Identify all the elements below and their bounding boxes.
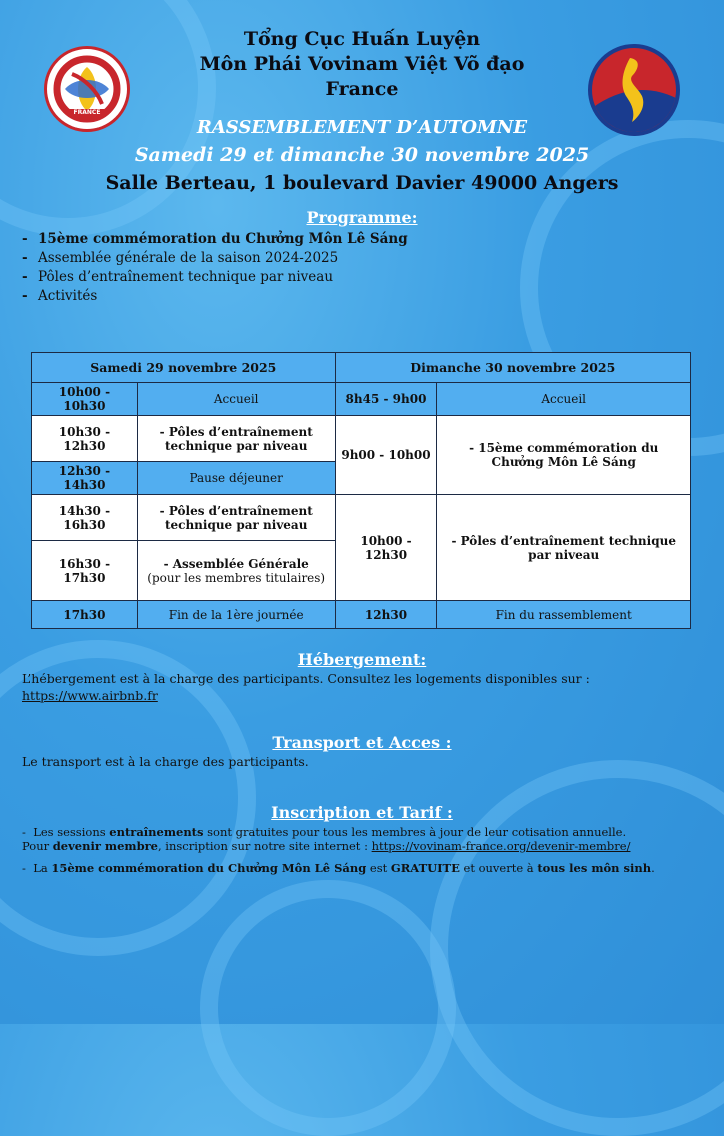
table-row	[32, 495, 691, 541]
programme-title: Programme:	[306, 208, 418, 227]
table-row	[32, 353, 691, 383]
devenir-membre-link[interactable]: https://vovinam-france.org/devenir-membre/	[371, 839, 631, 853]
sun-activity: Accueil	[437, 383, 691, 416]
sat-time: 16h30 - 17h30	[32, 541, 138, 601]
sat-time: 10h00 - 10h30	[32, 383, 138, 416]
sat-activity-note: (pour les membres titulaires)	[147, 570, 326, 585]
saturday-header: Samedi 29 novembre 2025	[32, 353, 336, 383]
programme-item: - 15ème commémoration du Chưởng Môn Lê Sáng	[22, 230, 622, 249]
event-title: RASSEMBLEMENT D’AUTOMNE	[196, 117, 528, 138]
hebergement-text: L’hébergement est à la charge des participants. Consultez les logements disponibles sur :	[22, 671, 590, 686]
sat-activity: Fin de la 1ère journée	[137, 601, 335, 629]
table-row	[32, 383, 691, 416]
inscription-line-3: - La 15ème commémoration du Chưởng Môn Lê Sáng est GRATUITE et ouverte à tous les môn sinh.	[22, 861, 655, 875]
transport-title: Transport et Acces :	[272, 733, 452, 752]
inscription-title: Inscription et Tarif :	[271, 803, 453, 822]
programme-list	[22, 230, 622, 306]
hebergement-title: Hébergement:	[297, 650, 427, 669]
table-row	[32, 416, 691, 462]
sat-activity: - Assemblée Générale (pour les membres titulaires)	[137, 541, 335, 601]
sat-activity: Pause déjeuner	[137, 462, 335, 495]
sat-activity: - Pôles d’entraînement technique par niveau	[137, 416, 335, 462]
org-title-line3: France	[325, 78, 399, 100]
event-venue: Salle Berteau, 1 boulevard Davier 49000 Angers	[105, 172, 619, 194]
schedule-table	[31, 352, 691, 629]
sun-activity: - 15ème commémoration du Chưởng Môn Lê Sáng	[437, 416, 691, 495]
programme-item: - Activités	[22, 287, 622, 306]
transport-text: Le transport est à la charge des participants.	[22, 754, 309, 769]
sun-time: 10h00 - 12h30	[335, 495, 437, 601]
org-title-line1: Tổng Cục Huấn Luyện	[243, 28, 481, 50]
sun-activity: - Pôles d’entraînement technique par niveau	[437, 495, 691, 601]
background-swirl	[200, 880, 456, 1136]
event-dates: Samedi 29 et dimanche 30 novembre 2025	[134, 144, 590, 166]
sun-time: 12h30	[335, 601, 437, 629]
table-row	[32, 601, 691, 629]
programme-item: - Pôles d’entraînement technique par niveau	[22, 268, 622, 287]
sat-activity: - Pôles d’entraînement technique par niveau	[137, 495, 335, 541]
airbnb-link[interactable]: https://www.airbnb.fr	[22, 688, 158, 703]
inscription-line-2: Pour devenir membre, inscription sur notre site internet : https://vovinam-france.org/devenir-membre/	[22, 839, 631, 853]
logo-banner-text: FRANCE	[73, 109, 101, 116]
org-title-line2: Môn Phái Vovinam Việt Võ đạo	[199, 53, 525, 75]
sat-time: 12h30 - 14h30	[32, 462, 138, 495]
sat-time: 17h30	[32, 601, 138, 629]
inscription-line-1: - Les sessions entraînements sont gratuites pour tous les membres à jour de leur cotisation annuelle.	[22, 825, 627, 839]
sat-activity: Accueil	[137, 383, 335, 416]
sat-time: 10h30 - 12h30	[32, 416, 138, 462]
sun-activity: Fin du rassemblement	[437, 601, 691, 629]
sunday-header: Dimanche 30 novembre 2025	[335, 353, 690, 383]
sun-time: 8h45 - 9h00	[335, 383, 437, 416]
sat-time: 14h30 - 16h30	[32, 495, 138, 541]
sun-time: 9h00 - 10h00	[335, 416, 437, 495]
programme-item: - Assemblée générale de la saison 2024-2025	[22, 249, 622, 268]
